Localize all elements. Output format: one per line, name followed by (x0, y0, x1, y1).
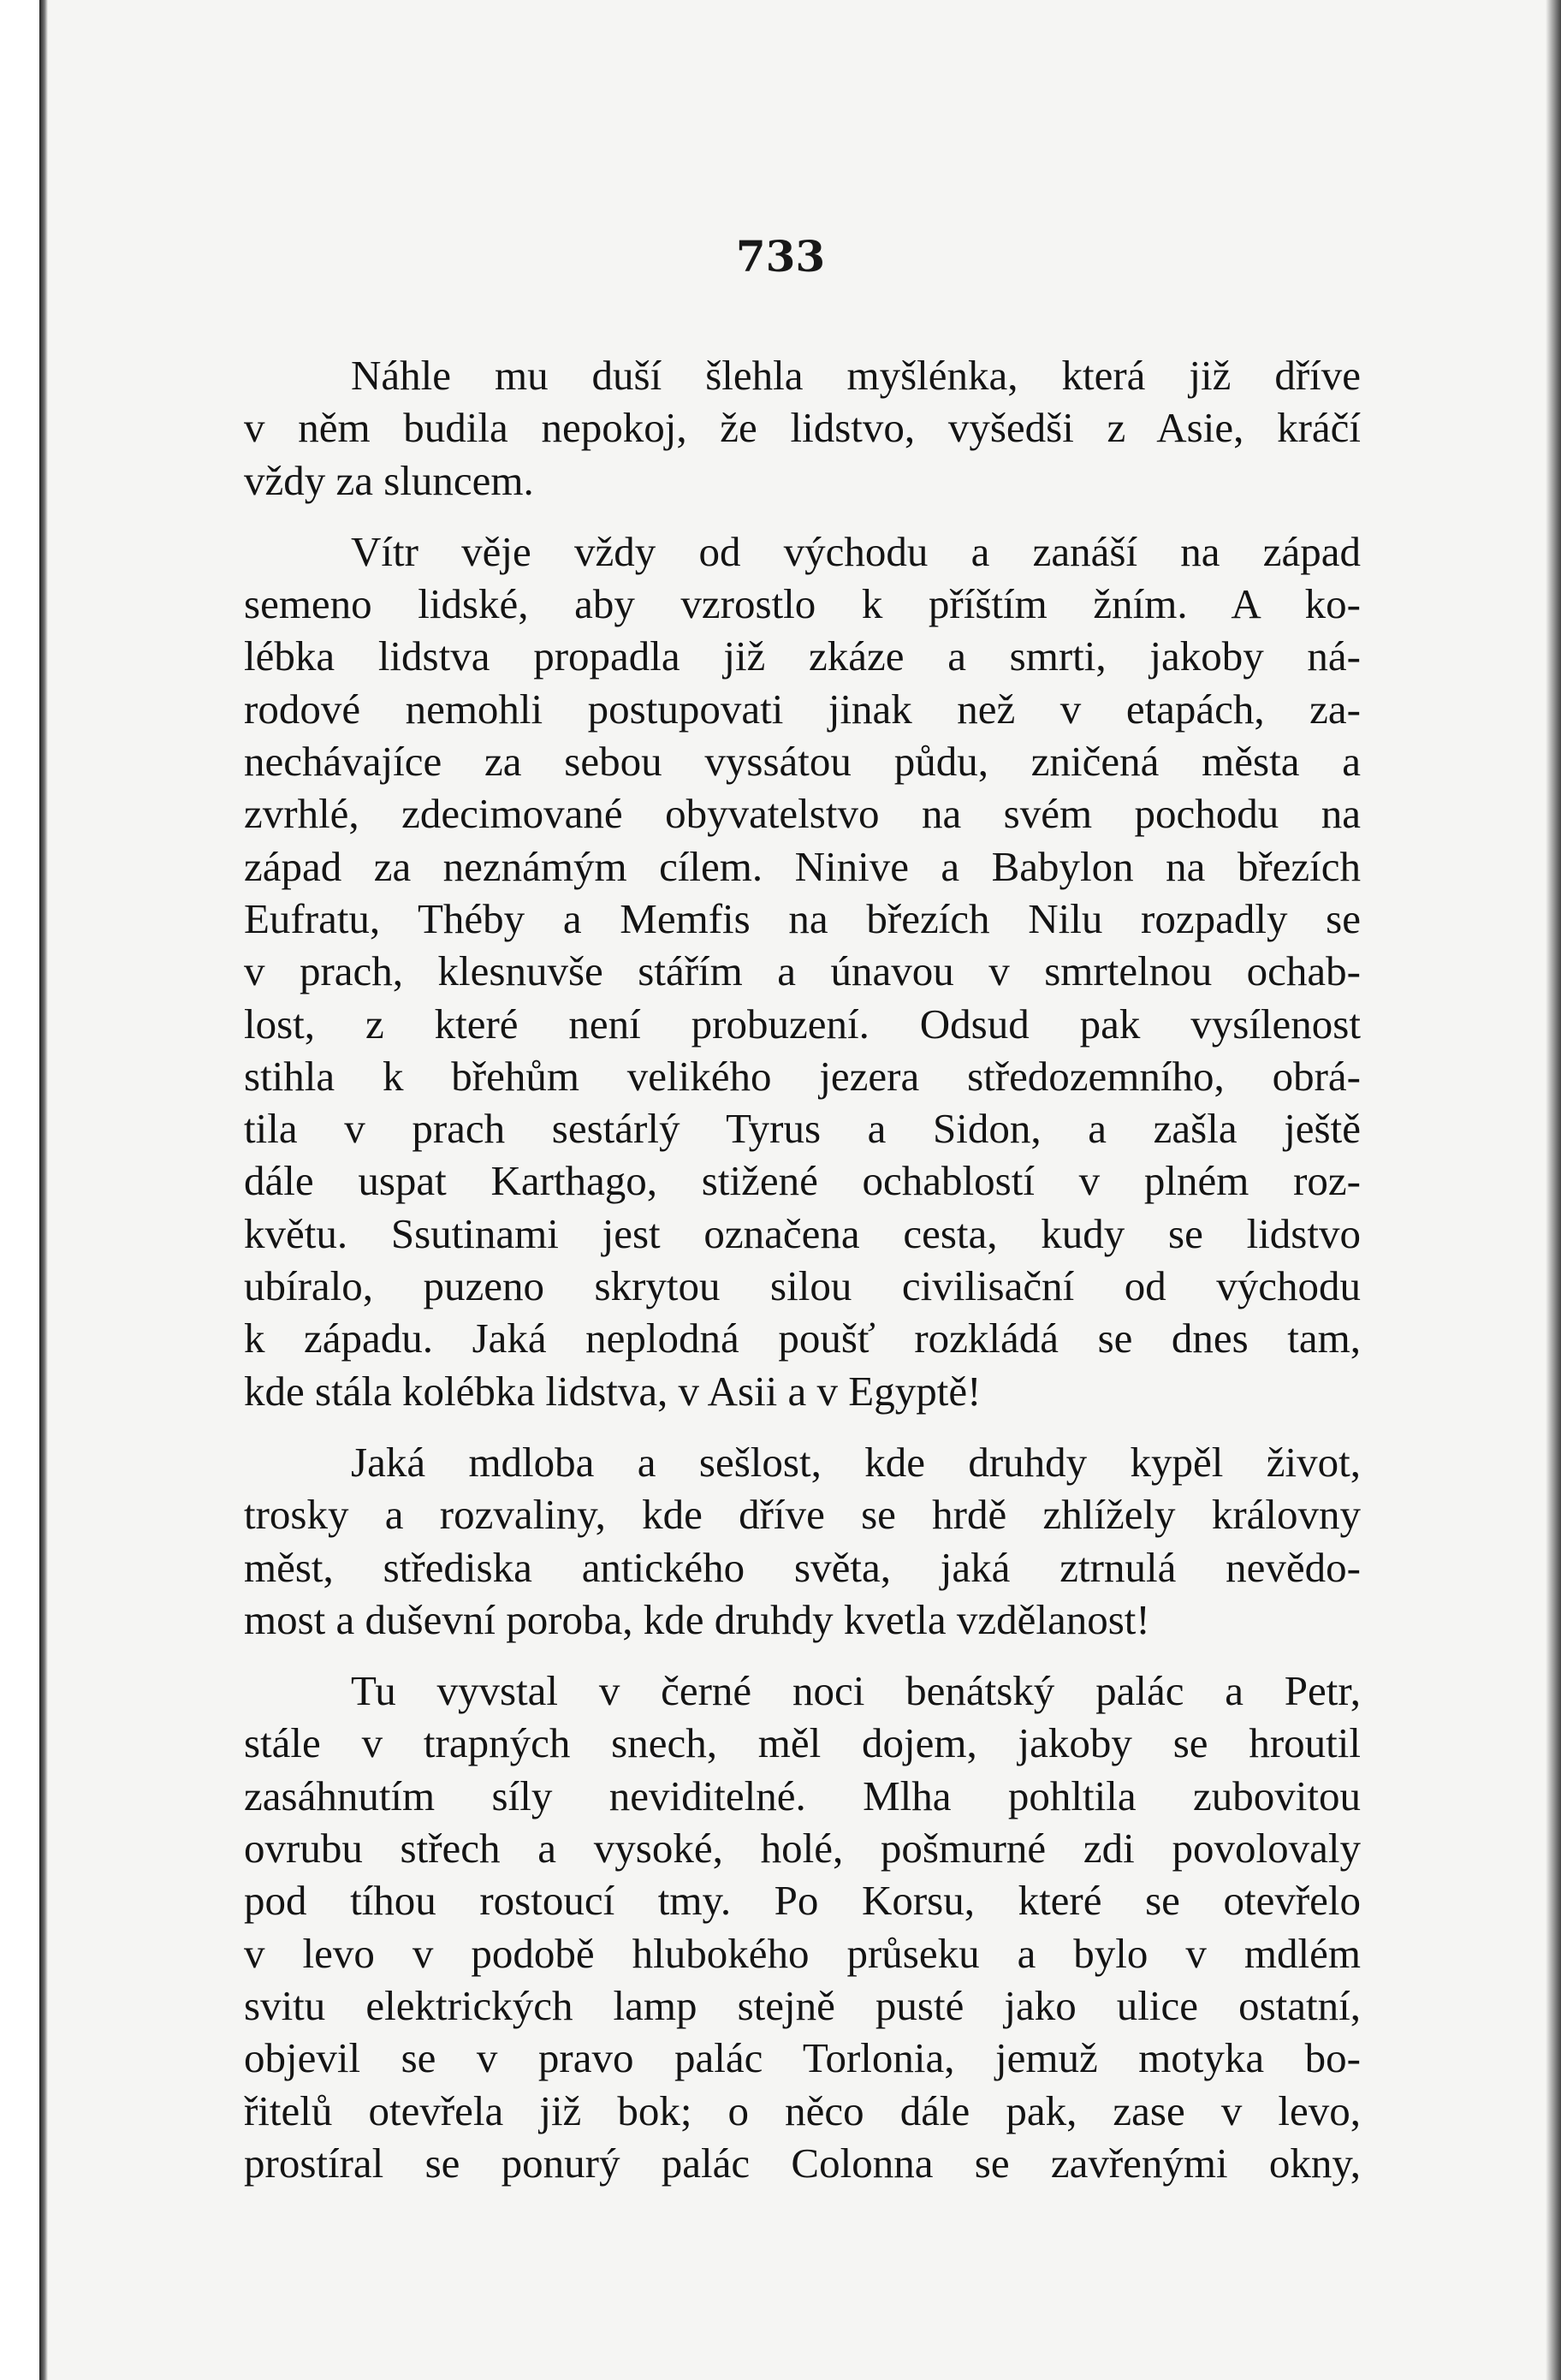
text-line: řitelů otevřela již bok; o něco dále pak, zase v levo, (244, 2086, 1361, 2134)
page-number: 733 (735, 231, 826, 282)
text-line: Náhle mu duší šlehla myšlénka, která již dříve (351, 352, 1361, 399)
text-line: v levo v podobě hlubokého průseku a bylo v mdlém (244, 1929, 1361, 1977)
text-line: pod tíhou rostoucí tmy. Po Korsu, které se otevřelo (244, 1877, 1361, 1925)
text-line: měst, střediska antického světa, jaká ztrnulá nevědo- (244, 1543, 1361, 1591)
text-line: semeno lidské, aby vzrostlo k příštím žním. A ko- (244, 580, 1361, 628)
text-line: v prach, klesnuvše stářím a únavou v smrtelnou ochab- (244, 947, 1361, 995)
text-line: západ za neznámým cílem. Ninive a Babylon na březích (244, 842, 1361, 890)
page-edge-shadow (1546, 0, 1561, 2380)
text-line: Tu vyvstal v černé noci benátský palác a Petr, (351, 1667, 1361, 1715)
text-line: Vítr věje vždy od východu a zanáší na západ (351, 527, 1361, 575)
text-line: Eufratu, Théby a Memfis na březích Nilu rozpadly se (244, 894, 1361, 942)
paragraph-gap (244, 1646, 1361, 1665)
text-line: zasáhnutím síly neviditelné. Mlha pohltila zubovitou (244, 1772, 1361, 1819)
text-line: stále v trapných snech, měl dojem, jakoby se hroutil (244, 1719, 1361, 1767)
text-line: objevil se v pravo palác Torlonia, jemuž motyka bo- (244, 2034, 1361, 2082)
text-line: vždy za sluncem. (244, 456, 534, 504)
text-line: lost, z které není probuzení. Odsud pak vysílenost (244, 1000, 1361, 1048)
body-text (244, 349, 1361, 2189)
binding-edge (0, 0, 39, 2380)
paragraph-gap (244, 1417, 1361, 1436)
paragraph (244, 1665, 1361, 2189)
text-line: květu. Ssutinami jest označena cesta, kudy se lidstvo (244, 1209, 1361, 1257)
text-line: prostíral se ponurý palác Colonna se zavřenými okny, (244, 2139, 1361, 2187)
text-line: ovrubu střech a vysoké, holé, pošmurné zdi povolovaly (244, 1825, 1361, 1873)
paragraph-gap (244, 507, 1361, 525)
text-line: lébka lidstva propadla již zkáze a smrti, jakoby ná- (244, 632, 1361, 680)
text-line: Jaká mdloba a sešlost, kde druhdy kypěl život, (351, 1438, 1361, 1486)
text-line: v něm budila nepokoj, že lidstvo, vyšedši z Asie, kráčí (244, 404, 1361, 452)
binding-shadow (39, 0, 48, 2380)
text-line: rodové nemohli postupovati jinak než v etapách, za- (244, 685, 1361, 733)
text-line: dále uspat Karthago, stižené ochablostí v plném roz- (244, 1157, 1361, 1205)
text-line: nechávajíce za sebou vyssátou půdu, zničená města a (244, 738, 1361, 786)
text-line: k západu. Jaká neplodná poušť rozkládá se dnes tam, (244, 1315, 1361, 1362)
paragraph (244, 525, 1361, 1417)
text-line: svitu elektrických lamp stejně pusté jako ulice ostatní, (244, 1981, 1361, 2029)
text-line: ubíralo, puzeno skrytou silou civilisační od východu (244, 1262, 1361, 1310)
text-line: zvrhlé, zdecimované obyvatelstvo na svém pochodu na (244, 790, 1361, 838)
paragraph (244, 1436, 1361, 1646)
text-line: kde stála kolébka lidstva, v Asii a v Egyptě! (244, 1367, 982, 1415)
text-line: tila v prach sestárlý Tyrus a Sidon, a zašla ještě (244, 1105, 1361, 1153)
text-line: stihla k břehům velikého jezera středozemního, obrá- (244, 1052, 1361, 1100)
text-line: most a duševní poroba, kde druhdy kvetla vzdělanost! (244, 1595, 1150, 1643)
paragraph (244, 349, 1361, 507)
text-line: trosky a rozvaliny, kde dříve se hrdě zhlížely královny (244, 1491, 1361, 1539)
